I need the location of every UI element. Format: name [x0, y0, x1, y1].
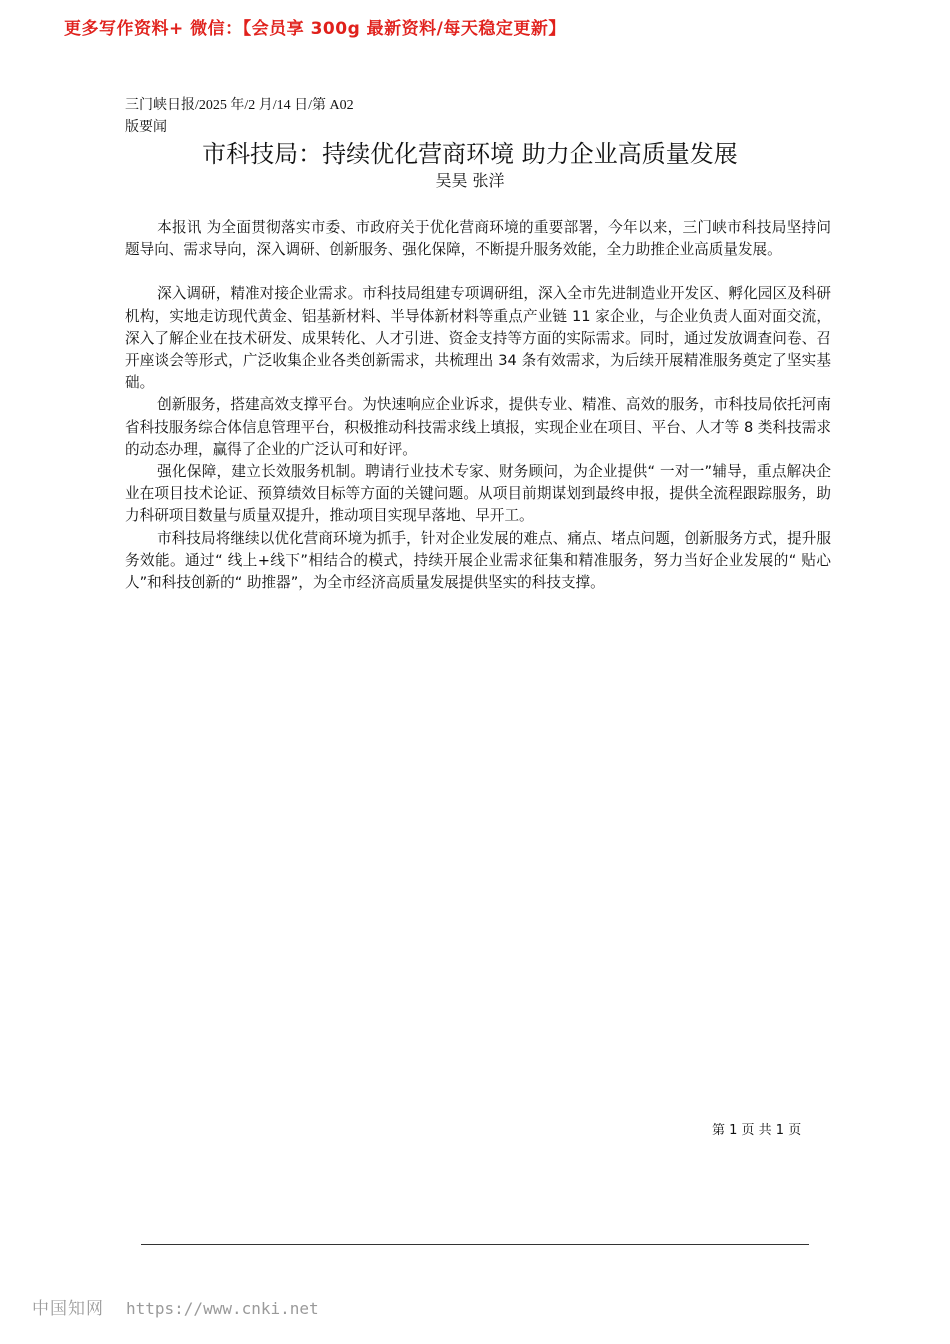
publication-source: [125, 95, 825, 139]
cnki-url-link[interactable]: https://www.cnki.net: [126, 1299, 319, 1318]
paragraph-lead: 本报讯 为全面贯彻落实市委、市政府关于优化营商环境的重要部署，今年以来，三门峡市科技局坚持问题导向、需求导向，深入调研、创新服务、强化保障，不断提升服务效能，全力助推企业高质量发展。: [125, 219, 831, 259]
paragraph-service: 创新服务，搭建高效支撑平台。为快速响应企业诉求，提供专业、精准、高效的服务，市科技局依托河南省科技服务综合体信息管理平台，积极推动科技需求线上填报，实现企业在项目、平台、人才等 8 类科技需求的动态办理，赢得了企业的广泛认可和好评。: [125, 396, 831, 458]
paragraph-outlook: 市科技局将继续以优化营商环境为抓手，针对企业发展的难点、痛点、堵点问题，创新服务方式，提升服务效能。通过“ 线上+线下”相结合的模式，持续开展企业需求征集和精准服务，努力当好企业发展的“ 贴心人”和科技创新的“ 助推器”，为全市经济高质量发展提供坚实的科技支撑。: [125, 529, 831, 592]
page-number: 第 1 页 共 1 页: [712, 1123, 802, 1138]
article-body: [125, 217, 831, 594]
article-author: 吴昊 张洋: [435, 171, 505, 190]
source-line-2: 版要闻: [125, 120, 167, 135]
footer: [32, 1294, 319, 1319]
paragraph-guarantee: 强化保障，建立长效服务机制。聘请行业技术专家、财务顾问，为企业提供“ 一对一”辅导，重点解决企业在项目技术论证、预算绩效目标等方面的关键问题。从项目前期谋划到最终申报，提供全流程跟踪服务，助力科研项目数量与质量双提升，推动项目实现早落地、早开工。: [125, 463, 831, 525]
paragraph-research: 深入调研，精准对接企业需求。市科技局组建专项调研组，深入全市先进制造业开发区、孵化园区及科研机构，实地走访现代黄金、铝基新材料、半导体新材料等重点产业链 11 家企业，与企业负责人面对面交流，深入了解企业在技术研发、成果转化、人才引进、资金支持等方面的实际需求。同时，通过发放调查问卷、召开座谈会等形式，广泛收集企业各类创新需求，共梳理出 34 条有效需求，为后续开展精准服务奠定了坚实基础。: [125, 285, 831, 392]
source-line-1: 三门峡日报/2025 年/2 月/14 日/第 A02: [125, 98, 354, 113]
article-title: 市科技局：持续优化营商环境 助力企业高质量发展: [202, 140, 738, 168]
cnki-brand: 中国知网: [32, 1299, 104, 1319]
promo-banner: 更多写作资料+ 微信：【会员享 300g 最新资料/每天稳定更新】: [64, 19, 566, 39]
footer-divider: [141, 1244, 809, 1245]
